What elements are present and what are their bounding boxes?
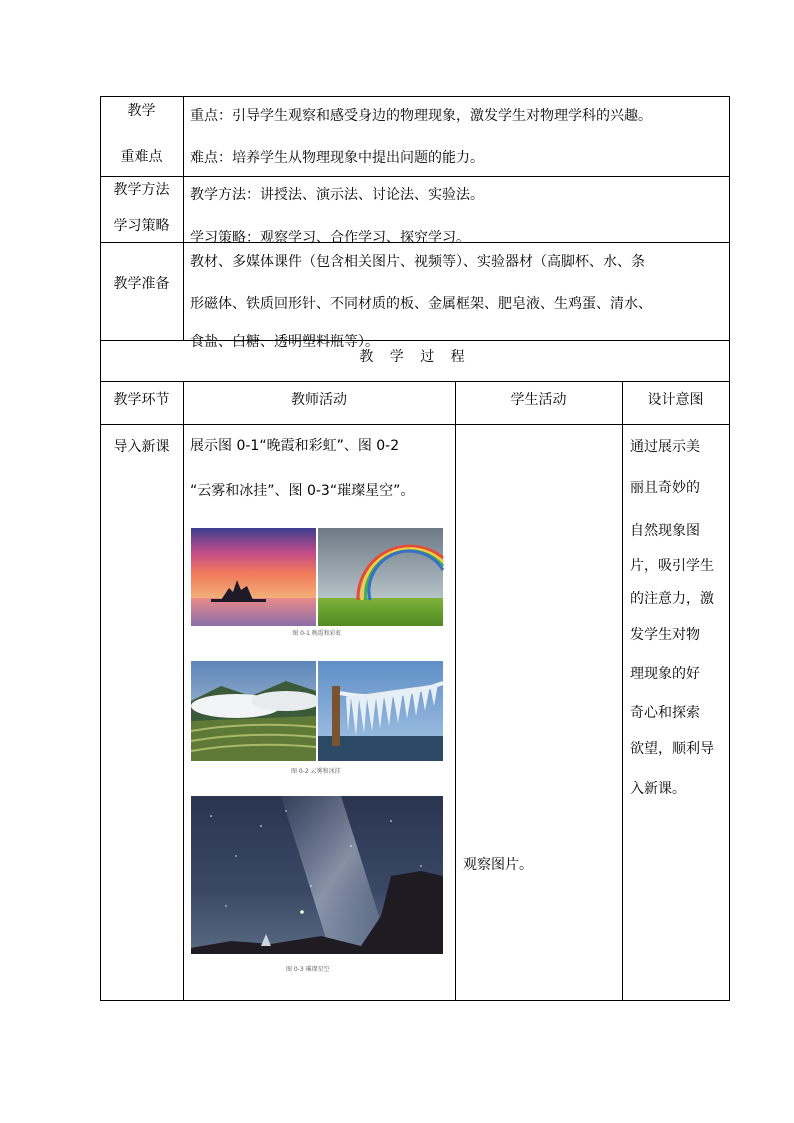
intro-teacher-line-2: “云雾和冰挂”、图 0-3“璀璨星空”。 (190, 483, 415, 499)
intent-line: 入新课。 (630, 781, 686, 797)
col-header-teacher: 教师活动 (291, 392, 347, 408)
intent-line: 发学生对物 (630, 627, 700, 643)
intent-line: 理现象的好 (630, 666, 700, 682)
table-border-right (729, 96, 730, 1001)
key-point-text: 重点：引导学生观察和感受身边的物理现象，激发学生对物理学科的兴趣。 (190, 108, 652, 124)
intent-line: 的注意力，激 (630, 591, 714, 607)
column-divider (622, 381, 623, 1001)
learning-strategy-text: 学习策略：观察学习、合作学习、探究学习。 (190, 230, 470, 246)
rainbow-photo (318, 528, 443, 626)
figure-2-caption: 图 0-2 云雾和冰挂 (291, 768, 341, 775)
column-divider (455, 381, 456, 1001)
intro-teacher-line-1: 展示图 0-1“晚霞和彩虹”、图 0-2 (190, 438, 400, 454)
table-border-bottom (100, 1000, 730, 1001)
starry-sky-photo (191, 796, 443, 954)
focus-label-line2: 重难点 (120, 149, 163, 165)
col-header-stage: 教学环节 (113, 392, 170, 408)
difficult-point-text: 难点：培养学生从物理现象中提出问题的能力。 (190, 150, 484, 166)
methods-label-line2: 学习策略 (113, 218, 170, 234)
intent-line: 丽且奇妙的 (630, 480, 700, 496)
prep-label: 教学准备 (113, 276, 170, 292)
prep-line-2: 形磁体、铁质回形针、不同材质的板、金属框架、肥皂液、生鸡蛋、清水、 (190, 296, 652, 312)
col-header-student: 学生活动 (510, 392, 567, 408)
column-divider (183, 381, 184, 1001)
row-divider (100, 381, 730, 382)
learning-strategy-clip (190, 222, 720, 246)
intro-stage: 导入新课 (113, 439, 170, 455)
prep-line-3: 食盐、白糖、透明塑料瓶等）。 (190, 334, 379, 350)
sunset-photo (191, 528, 316, 626)
col-header-intent: 设计意图 (647, 392, 704, 408)
intent-line: 自然现象图 (630, 523, 700, 539)
table-border-top (100, 96, 730, 97)
focus-label-line1: 教学 (127, 103, 156, 119)
cloud-terrace-photo (191, 661, 316, 761)
process-header: 教 学 过 程 (359, 349, 471, 365)
prep-line-3-clip (190, 330, 720, 350)
icicles-photo (318, 661, 443, 761)
intent-line: 片，吸引学生 (630, 558, 714, 574)
intro-student-activity: 观察图片。 (463, 857, 533, 873)
row-divider (100, 424, 730, 425)
methods-label-line1: 教学方法 (113, 182, 170, 198)
teaching-method-text: 教学方法：讲授法、演示法、讨论法、实验法。 (190, 187, 484, 203)
intent-line: 奇心和探索 (630, 705, 700, 721)
intent-line: 通过展示美 (630, 439, 700, 455)
row-divider (100, 176, 730, 177)
figure-1-caption: 图 0-1 晚霞和彩虹 (292, 630, 342, 637)
prep-line-1: 教材、多媒体课件（包含相关图片、视频等）、实验器材（高脚杯、水、条 (190, 254, 645, 270)
column-divider (183, 96, 184, 341)
intent-line: 欲望，顺利导 (630, 741, 714, 757)
figure-3-caption: 图 0-3 璀璨星空 (286, 966, 330, 973)
